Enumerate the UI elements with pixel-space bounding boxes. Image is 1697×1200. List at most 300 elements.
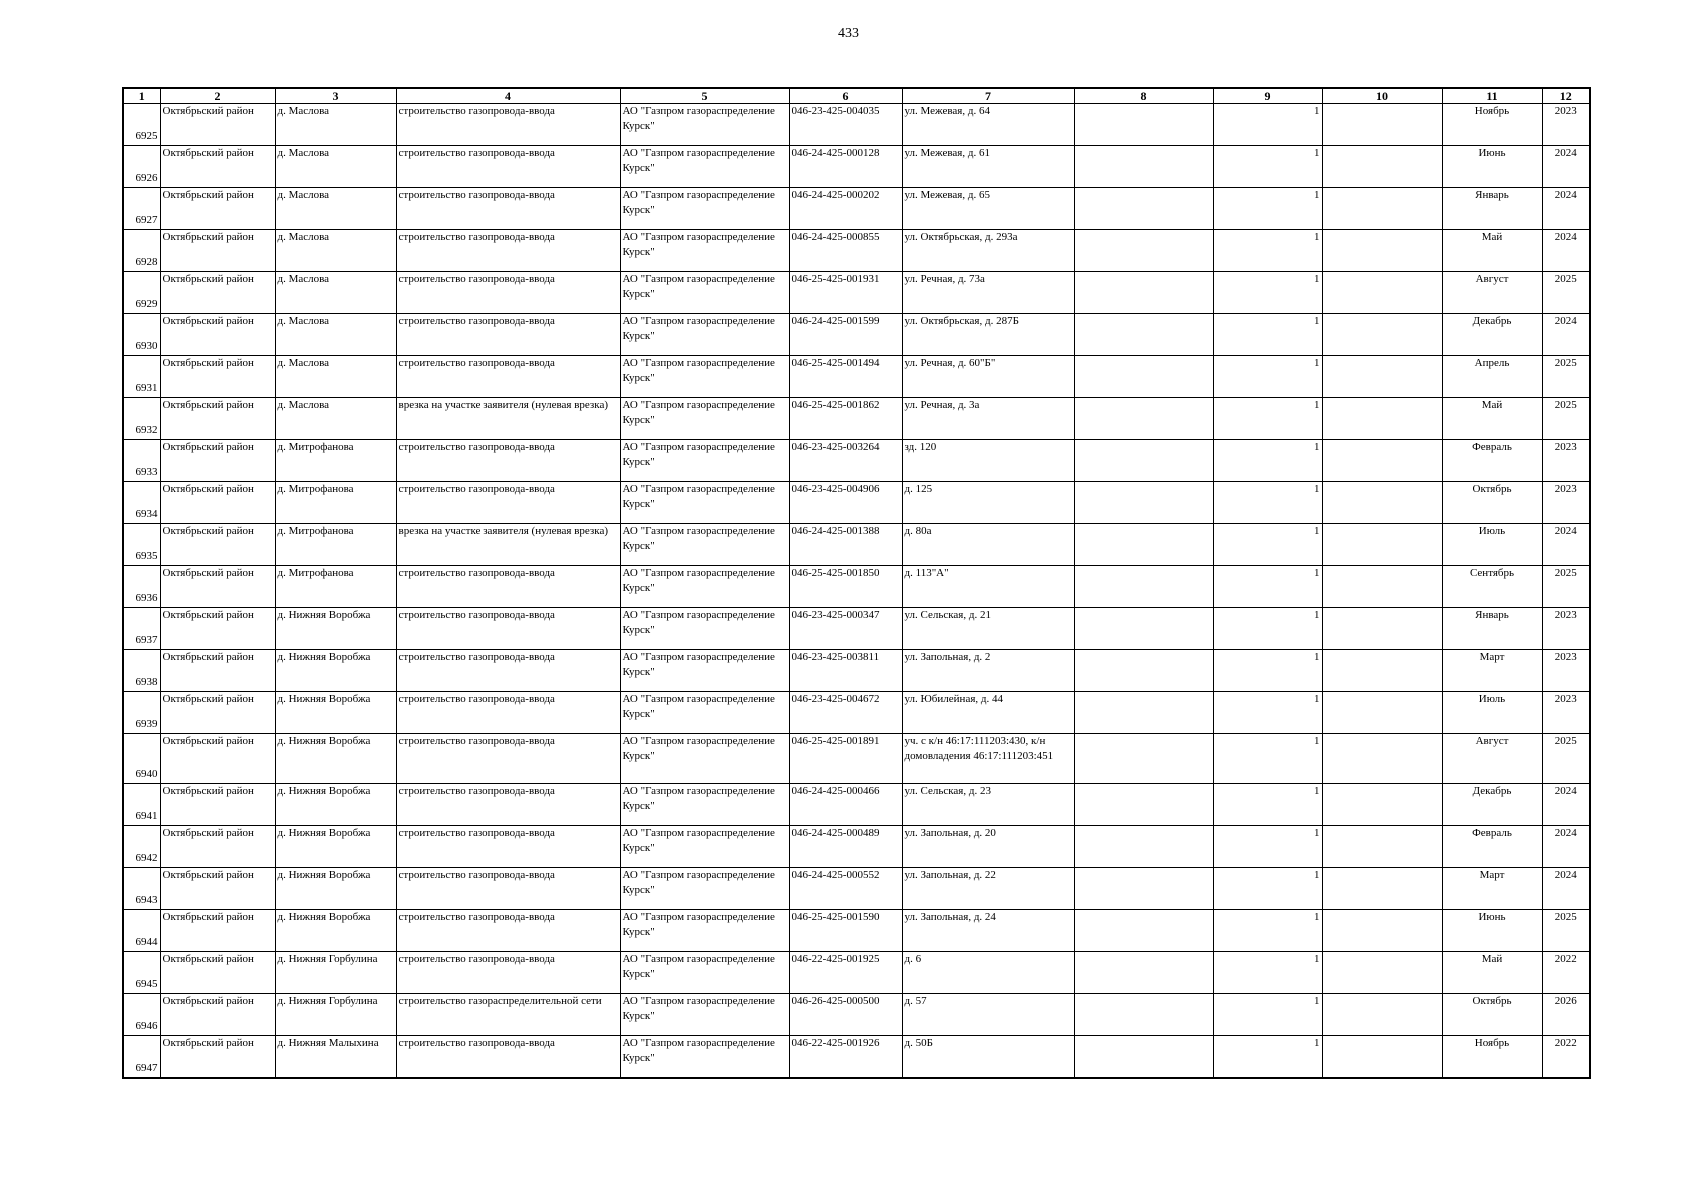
organization-cell: АО "Газпром газораспределение Курск" — [620, 314, 789, 356]
column-8-cell — [1074, 482, 1213, 524]
address-cell: уч. с к/н 46:17:111203:430, к/н домовладения 46:17:111203:451 — [902, 734, 1074, 784]
column-header: 6 — [789, 88, 902, 104]
column-8-cell — [1074, 398, 1213, 440]
locality-cell: д. Нижняя Воробжа — [275, 784, 396, 826]
locality-cell: д. Митрофанова — [275, 524, 396, 566]
quantity-cell: 1 — [1213, 1036, 1322, 1079]
quantity-cell: 1 — [1213, 440, 1322, 482]
application-code-cell: 046-23-425-000347 — [789, 608, 902, 650]
table-row — [123, 910, 1590, 952]
month-cell: Январь — [1442, 188, 1542, 230]
locality-cell: д. Митрофанова — [275, 440, 396, 482]
column-8-cell — [1074, 692, 1213, 734]
address-cell: ул. Межевая, д. 65 — [902, 188, 1074, 230]
work-type-cell: строительство газопровода-ввода — [396, 826, 620, 868]
organization-cell: АО "Газпром газораспределение Курск" — [620, 650, 789, 692]
month-cell: Октябрь — [1442, 482, 1542, 524]
locality-cell: д. Маслова — [275, 188, 396, 230]
address-cell: ул. Юбилейная, д. 44 — [902, 692, 1074, 734]
quantity-cell: 1 — [1213, 734, 1322, 784]
quantity-cell: 1 — [1213, 608, 1322, 650]
locality-cell: д. Нижняя Воробжа — [275, 868, 396, 910]
table-row — [123, 868, 1590, 910]
row-number: 6929 — [123, 272, 160, 314]
work-type-cell: строительство газопровода-ввода — [396, 566, 620, 608]
district-cell: Октябрьский район — [160, 230, 275, 272]
column-8-cell — [1074, 608, 1213, 650]
application-code-cell: 046-23-425-003264 — [789, 440, 902, 482]
column-header: 7 — [902, 88, 1074, 104]
application-code-cell: 046-25-425-001931 — [789, 272, 902, 314]
locality-cell: д. Маслова — [275, 230, 396, 272]
locality-cell: д. Нижняя Воробжа — [275, 650, 396, 692]
column-10-cell — [1322, 952, 1442, 994]
table-row — [123, 188, 1590, 230]
application-code-cell: 046-25-425-001494 — [789, 356, 902, 398]
column-10-cell — [1322, 784, 1442, 826]
column-10-cell — [1322, 398, 1442, 440]
year-cell: 2024 — [1542, 524, 1590, 566]
column-10-cell — [1322, 868, 1442, 910]
row-number: 6935 — [123, 524, 160, 566]
row-number: 6930 — [123, 314, 160, 356]
year-cell: 2022 — [1542, 1036, 1590, 1079]
address-cell: ул. Межевая, д. 61 — [902, 146, 1074, 188]
district-cell: Октябрьский район — [160, 826, 275, 868]
year-cell: 2023 — [1542, 104, 1590, 146]
column-8-cell — [1074, 868, 1213, 910]
month-cell: Август — [1442, 734, 1542, 784]
address-cell: ул. Речная, д. 60"Б" — [902, 356, 1074, 398]
quantity-cell: 1 — [1213, 566, 1322, 608]
column-10-cell — [1322, 734, 1442, 784]
row-number: 6941 — [123, 784, 160, 826]
district-cell: Октябрьский район — [160, 398, 275, 440]
application-code-cell: 046-24-425-000466 — [789, 784, 902, 826]
month-cell: Ноябрь — [1442, 104, 1542, 146]
year-cell: 2025 — [1542, 734, 1590, 784]
month-cell: Июль — [1442, 692, 1542, 734]
register-table — [122, 87, 1591, 1079]
year-cell: 2024 — [1542, 784, 1590, 826]
organization-cell: АО "Газпром газораспределение Курск" — [620, 734, 789, 784]
district-cell: Октябрьский район — [160, 1036, 275, 1079]
table-row — [123, 104, 1590, 146]
page-number: 433 — [838, 26, 859, 41]
organization-cell: АО "Газпром газораспределение Курск" — [620, 230, 789, 272]
organization-cell: АО "Газпром газораспределение Курск" — [620, 440, 789, 482]
table-row — [123, 1036, 1590, 1079]
column-header: 1 — [123, 88, 160, 104]
locality-cell: д. Маслова — [275, 272, 396, 314]
table-row — [123, 272, 1590, 314]
address-cell: ул. Межевая, д. 64 — [902, 104, 1074, 146]
table-row — [123, 608, 1590, 650]
organization-cell: АО "Газпром газораспределение Курск" — [620, 692, 789, 734]
month-cell: Январь — [1442, 608, 1542, 650]
district-cell: Октябрьский район — [160, 356, 275, 398]
column-header: 8 — [1074, 88, 1213, 104]
district-cell: Октябрьский район — [160, 952, 275, 994]
work-type-cell: строительство газопровода-ввода — [396, 272, 620, 314]
column-10-cell — [1322, 910, 1442, 952]
application-code-cell: 046-25-425-001850 — [789, 566, 902, 608]
year-cell: 2025 — [1542, 910, 1590, 952]
work-type-cell: строительство газопровода-ввода — [396, 692, 620, 734]
locality-cell: д. Маслова — [275, 356, 396, 398]
column-8-cell — [1074, 994, 1213, 1036]
district-cell: Октябрьский район — [160, 566, 275, 608]
column-8-cell — [1074, 1036, 1213, 1079]
column-8-cell — [1074, 188, 1213, 230]
quantity-cell: 1 — [1213, 146, 1322, 188]
locality-cell: д. Нижняя Малыхина — [275, 1036, 396, 1079]
address-cell: д. 80а — [902, 524, 1074, 566]
row-number: 6947 — [123, 1036, 160, 1079]
row-number: 6927 — [123, 188, 160, 230]
quantity-cell: 1 — [1213, 398, 1322, 440]
quantity-cell: 1 — [1213, 784, 1322, 826]
organization-cell: АО "Газпром газораспределение Курск" — [620, 868, 789, 910]
column-8-cell — [1074, 146, 1213, 188]
organization-cell: АО "Газпром газораспределение Курск" — [620, 1036, 789, 1079]
row-number: 6937 — [123, 608, 160, 650]
column-10-cell — [1322, 188, 1442, 230]
locality-cell: д. Митрофанова — [275, 566, 396, 608]
application-code-cell: 046-25-425-001891 — [789, 734, 902, 784]
work-type-cell: строительство газопровода-ввода — [396, 314, 620, 356]
row-number: 6944 — [123, 910, 160, 952]
quantity-cell: 1 — [1213, 230, 1322, 272]
row-number: 6933 — [123, 440, 160, 482]
application-code-cell: 046-23-425-004672 — [789, 692, 902, 734]
row-number: 6925 — [123, 104, 160, 146]
row-number: 6934 — [123, 482, 160, 524]
quantity-cell: 1 — [1213, 272, 1322, 314]
column-header: 2 — [160, 88, 275, 104]
year-cell: 2023 — [1542, 608, 1590, 650]
organization-cell: АО "Газпром газораспределение Курск" — [620, 104, 789, 146]
year-cell: 2023 — [1542, 482, 1590, 524]
row-number: 6942 — [123, 826, 160, 868]
district-cell: Октябрьский район — [160, 272, 275, 314]
organization-cell: АО "Газпром газораспределение Курск" — [620, 272, 789, 314]
address-cell: ул. Запольная, д. 20 — [902, 826, 1074, 868]
organization-cell: АО "Газпром газораспределение Курск" — [620, 146, 789, 188]
table-row — [123, 952, 1590, 994]
locality-cell: д. Маслова — [275, 314, 396, 356]
address-cell: ул. Октябрьская, д. 287Б — [902, 314, 1074, 356]
month-cell: Май — [1442, 230, 1542, 272]
application-code-cell: 046-25-425-001862 — [789, 398, 902, 440]
work-type-cell: врезка на участке заявителя (нулевая врезка) — [396, 398, 620, 440]
address-cell: д. 57 — [902, 994, 1074, 1036]
year-cell: 2024 — [1542, 314, 1590, 356]
application-code-cell: 046-24-425-001388 — [789, 524, 902, 566]
column-8-cell — [1074, 524, 1213, 566]
work-type-cell: строительство газопровода-ввода — [396, 784, 620, 826]
organization-cell: АО "Газпром газораспределение Курск" — [620, 826, 789, 868]
work-type-cell: врезка на участке заявителя (нулевая врезка) — [396, 524, 620, 566]
row-number: 6936 — [123, 566, 160, 608]
address-cell: ул. Запольная, д. 24 — [902, 910, 1074, 952]
work-type-cell: строительство газопровода-ввода — [396, 952, 620, 994]
district-cell: Октябрьский район — [160, 784, 275, 826]
address-cell: д. 125 — [902, 482, 1074, 524]
month-cell: Февраль — [1442, 440, 1542, 482]
address-cell: д. 113"А" — [902, 566, 1074, 608]
address-cell: д. 50Б — [902, 1036, 1074, 1079]
quantity-cell: 1 — [1213, 650, 1322, 692]
month-cell: Ноябрь — [1442, 1036, 1542, 1079]
quantity-cell: 1 — [1213, 868, 1322, 910]
district-cell: Октябрьский район — [160, 692, 275, 734]
locality-cell: д. Нижняя Воробжа — [275, 608, 396, 650]
application-code-cell: 046-24-425-000855 — [789, 230, 902, 272]
month-cell: Май — [1442, 398, 1542, 440]
locality-cell: д. Митрофанова — [275, 482, 396, 524]
organization-cell: АО "Газпром газораспределение Курск" — [620, 952, 789, 994]
work-type-cell: строительство газопровода-ввода — [396, 482, 620, 524]
work-type-cell: строительство газопровода-ввода — [396, 734, 620, 784]
address-cell: д. 6 — [902, 952, 1074, 994]
district-cell: Октябрьский район — [160, 650, 275, 692]
month-cell: Декабрь — [1442, 784, 1542, 826]
row-number: 6932 — [123, 398, 160, 440]
year-cell: 2024 — [1542, 868, 1590, 910]
table-row — [123, 566, 1590, 608]
month-cell: Декабрь — [1442, 314, 1542, 356]
table-row — [123, 650, 1590, 692]
table-row — [123, 692, 1590, 734]
year-cell: 2023 — [1542, 650, 1590, 692]
table-row — [123, 230, 1590, 272]
address-cell: ул. Запольная, д. 22 — [902, 868, 1074, 910]
year-cell: 2023 — [1542, 692, 1590, 734]
year-cell: 2025 — [1542, 566, 1590, 608]
month-cell: Июнь — [1442, 146, 1542, 188]
column-10-cell — [1322, 104, 1442, 146]
column-8-cell — [1074, 314, 1213, 356]
column-10-cell — [1322, 650, 1442, 692]
quantity-cell: 1 — [1213, 104, 1322, 146]
work-type-cell: строительство газопровода-ввода — [396, 650, 620, 692]
column-8-cell — [1074, 650, 1213, 692]
district-cell: Октябрьский район — [160, 104, 275, 146]
locality-cell: д. Нижняя Воробжа — [275, 826, 396, 868]
table-row — [123, 146, 1590, 188]
column-header: 9 — [1213, 88, 1322, 104]
work-type-cell: строительство газопровода-ввода — [396, 1036, 620, 1079]
work-type-cell: строительство газопровода-ввода — [396, 188, 620, 230]
work-type-cell: строительство газопровода-ввода — [396, 440, 620, 482]
year-cell: 2024 — [1542, 146, 1590, 188]
organization-cell: АО "Газпром газораспределение Курск" — [620, 994, 789, 1036]
locality-cell: д. Маслова — [275, 146, 396, 188]
column-header: 12 — [1542, 88, 1590, 104]
year-cell: 2026 — [1542, 994, 1590, 1036]
locality-cell: д. Нижняя Воробжа — [275, 734, 396, 784]
district-cell: Октябрьский район — [160, 868, 275, 910]
application-code-cell: 046-26-425-000500 — [789, 994, 902, 1036]
column-8-cell — [1074, 826, 1213, 868]
column-10-cell — [1322, 826, 1442, 868]
address-cell: ул. Речная, д. 3а — [902, 398, 1074, 440]
column-10-cell — [1322, 692, 1442, 734]
column-8-cell — [1074, 272, 1213, 314]
application-code-cell: 046-24-425-000202 — [789, 188, 902, 230]
locality-cell: д. Нижняя Горбулина — [275, 952, 396, 994]
column-10-cell — [1322, 230, 1442, 272]
column-8-cell — [1074, 734, 1213, 784]
district-cell: Октябрьский район — [160, 994, 275, 1036]
address-cell: ул. Речная, д. 73а — [902, 272, 1074, 314]
quantity-cell: 1 — [1213, 188, 1322, 230]
quantity-cell: 1 — [1213, 314, 1322, 356]
month-cell: Июль — [1442, 524, 1542, 566]
table-row — [123, 482, 1590, 524]
year-cell: 2024 — [1542, 188, 1590, 230]
address-cell: ул. Сельская, д. 23 — [902, 784, 1074, 826]
table-row — [123, 524, 1590, 566]
year-cell: 2024 — [1542, 826, 1590, 868]
column-10-cell — [1322, 566, 1442, 608]
district-cell: Октябрьский район — [160, 314, 275, 356]
column-8-cell — [1074, 910, 1213, 952]
application-code-cell: 046-24-425-001599 — [789, 314, 902, 356]
year-cell: 2023 — [1542, 440, 1590, 482]
work-type-cell: строительство газопровода-ввода — [396, 104, 620, 146]
column-8-cell — [1074, 230, 1213, 272]
month-cell: Март — [1442, 650, 1542, 692]
column-header: 10 — [1322, 88, 1442, 104]
column-header: 4 — [396, 88, 620, 104]
address-cell: ул. Запольная, д. 2 — [902, 650, 1074, 692]
column-8-cell — [1074, 566, 1213, 608]
year-cell: 2025 — [1542, 356, 1590, 398]
address-cell: ул. Октябрьская, д. 293а — [902, 230, 1074, 272]
row-number: 6938 — [123, 650, 160, 692]
month-cell: Сентябрь — [1442, 566, 1542, 608]
organization-cell: АО "Газпром газораспределение Курск" — [620, 398, 789, 440]
organization-cell: АО "Газпром газораспределение Курск" — [620, 524, 789, 566]
district-cell: Октябрьский район — [160, 524, 275, 566]
address-cell: зд. 120 — [902, 440, 1074, 482]
row-number: 6946 — [123, 994, 160, 1036]
row-number: 6939 — [123, 692, 160, 734]
organization-cell: АО "Газпром газораспределение Курск" — [620, 910, 789, 952]
quantity-cell: 1 — [1213, 826, 1322, 868]
column-header: 5 — [620, 88, 789, 104]
work-type-cell: строительство газопровода-ввода — [396, 608, 620, 650]
quantity-cell: 1 — [1213, 952, 1322, 994]
row-number: 6928 — [123, 230, 160, 272]
application-code-cell: 046-23-425-004035 — [789, 104, 902, 146]
column-10-cell — [1322, 440, 1442, 482]
month-cell: Август — [1442, 272, 1542, 314]
column-8-cell — [1074, 440, 1213, 482]
row-number: 6940 — [123, 734, 160, 784]
column-10-cell — [1322, 524, 1442, 566]
quantity-cell: 1 — [1213, 482, 1322, 524]
application-code-cell: 046-24-425-000489 — [789, 826, 902, 868]
organization-cell: АО "Газпром газораспределение Курск" — [620, 188, 789, 230]
address-cell: ул. Сельская, д. 21 — [902, 608, 1074, 650]
month-cell: Февраль — [1442, 826, 1542, 868]
application-code-cell: 046-25-425-001590 — [789, 910, 902, 952]
district-cell: Октябрьский район — [160, 146, 275, 188]
work-type-cell: строительство газопровода-ввода — [396, 356, 620, 398]
row-number: 6945 — [123, 952, 160, 994]
work-type-cell: строительство газопровода-ввода — [396, 868, 620, 910]
locality-cell: д. Нижняя Горбулина — [275, 994, 396, 1036]
year-cell: 2022 — [1542, 952, 1590, 994]
table-row — [123, 398, 1590, 440]
district-cell: Октябрьский район — [160, 910, 275, 952]
quantity-cell: 1 — [1213, 692, 1322, 734]
locality-cell: д. Нижняя Воробжа — [275, 692, 396, 734]
column-10-cell — [1322, 356, 1442, 398]
table-row — [123, 994, 1590, 1036]
year-cell: 2024 — [1542, 230, 1590, 272]
column-10-cell — [1322, 994, 1442, 1036]
month-cell: Май — [1442, 952, 1542, 994]
application-code-cell: 046-22-425-001926 — [789, 1036, 902, 1079]
locality-cell: д. Нижняя Воробжа — [275, 910, 396, 952]
organization-cell: АО "Газпром газораспределение Курск" — [620, 566, 789, 608]
quantity-cell: 1 — [1213, 356, 1322, 398]
district-cell: Октябрьский район — [160, 440, 275, 482]
quantity-cell: 1 — [1213, 524, 1322, 566]
column-8-cell — [1074, 784, 1213, 826]
district-cell: Октябрьский район — [160, 188, 275, 230]
column-8-cell — [1074, 356, 1213, 398]
application-code-cell: 046-22-425-001925 — [789, 952, 902, 994]
application-code-cell: 046-24-425-000128 — [789, 146, 902, 188]
column-10-cell — [1322, 608, 1442, 650]
table-row — [123, 734, 1590, 784]
table-row — [123, 826, 1590, 868]
work-type-cell: строительство газопровода-ввода — [396, 230, 620, 272]
header-row — [123, 88, 1590, 104]
quantity-cell: 1 — [1213, 910, 1322, 952]
table-row — [123, 784, 1590, 826]
quantity-cell: 1 — [1213, 994, 1322, 1036]
work-type-cell: строительство газопровода-ввода — [396, 910, 620, 952]
year-cell: 2025 — [1542, 272, 1590, 314]
application-code-cell: 046-23-425-004906 — [789, 482, 902, 524]
locality-cell: д. Маслова — [275, 398, 396, 440]
table-row — [123, 356, 1590, 398]
row-number: 6931 — [123, 356, 160, 398]
row-number: 6926 — [123, 146, 160, 188]
application-code-cell: 046-24-425-000552 — [789, 868, 902, 910]
organization-cell: АО "Газпром газораспределение Курск" — [620, 784, 789, 826]
month-cell: Апрель — [1442, 356, 1542, 398]
district-cell: Октябрьский район — [160, 482, 275, 524]
work-type-cell: строительство газопровода-ввода — [396, 146, 620, 188]
column-10-cell — [1322, 314, 1442, 356]
table-row — [123, 440, 1590, 482]
column-8-cell — [1074, 104, 1213, 146]
organization-cell: АО "Газпром газораспределение Курск" — [620, 608, 789, 650]
month-cell: Июнь — [1442, 910, 1542, 952]
month-cell: Март — [1442, 868, 1542, 910]
column-8-cell — [1074, 952, 1213, 994]
month-cell: Октябрь — [1442, 994, 1542, 1036]
work-type-cell: строительство газораспределительной сети — [396, 994, 620, 1036]
table-row — [123, 314, 1590, 356]
